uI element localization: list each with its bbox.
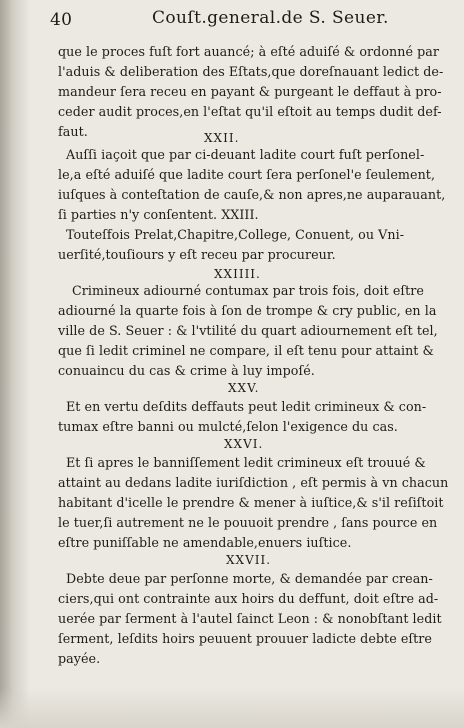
article-number: XXVII. [226, 553, 272, 567]
text-line: le tuer,ſi autrement ne le pouuoit prendre , ſans pource en [58, 515, 438, 530]
text-line: ville de S. Seuer : & l'vtilité du quart adiournement eſt tel, [58, 323, 438, 338]
text-line: attaint au dedans ladite iuriſdiction , eſt permis à vn chacun [58, 475, 449, 490]
text-line: Auſſi iaçoit que par ci-deuant ladite court fuſt perſonel- [66, 147, 425, 162]
text-line: tumax eſtre banni ou mulcté,ſelon l'exigence du cas. [58, 419, 398, 434]
text-line: ſerment, leſdits hoirs peuuent prouuer ladicte debte eſtre [58, 631, 432, 646]
text-line: adiourné la quarte fois à ſon de trompe & cry public, en la [58, 303, 437, 318]
text-line: payée. [58, 651, 101, 666]
text-line: Et en vertu deſdits deffauts peut ledit crimineux & con- [66, 399, 427, 414]
text-line: ciers,qui ont contrainte aux hoirs du deffunt, doit eſtre ad- [58, 591, 439, 606]
text-line: Et ſi apres le banniſſement ledit crimineux eſt trouué & [66, 455, 426, 470]
text-line: que ſi ledit criminel ne compare, il eſt tenu pour attaint & [58, 343, 434, 358]
text-line: le,a eſté aduiſé que ladite court ſera perſonel'e ſeulement, [58, 167, 436, 182]
page-number: 40 [50, 10, 73, 30]
text-line: mandeur ſera receu en payant & purgeant le deffaut à pro- [58, 84, 442, 99]
running-title: Couſt.general.de S. Seuer. [152, 8, 389, 28]
text-line: Debte deue par perſonne morte, & demandée par crean- [66, 571, 433, 586]
text-line: que le proces fuſt fort auancé; à eſté aduiſé & ordonné par [58, 44, 440, 59]
text-line: iuſques à conteſtation de cauſe,& non apres,ne auparauant, [58, 187, 446, 202]
text-line: uerſité,touſiours y eſt receu par procureur. [58, 247, 336, 262]
text-line: Touteſfois Prelat,Chapitre,College, Conuent, ou Vni- [66, 227, 405, 242]
text-line: l'aduis & deliberation des Eſtats,que doreſnauant ledict de- [58, 64, 444, 79]
text-line: conuaincu du cas & crime à luy impoſé. [58, 363, 315, 378]
text-line: habitant d'icelle le prendre & mener à iuſtice,& s'il reſiſtoit [58, 495, 444, 510]
text-line: eſtre puniſſable ne amendable,enuers iuſtice. [58, 535, 352, 550]
article-number: XXIIII. [214, 267, 261, 281]
text-line: uerée par ſerment à l'autel ſainct Leon : & nonobſtant ledit [58, 611, 442, 626]
article-number: XXII. [204, 131, 240, 145]
text-line: Crimineux adiourné contumax par trois fois, doit eſtre [72, 283, 424, 298]
article-number: XXV. [228, 381, 260, 395]
article-number: XXVI. [224, 437, 264, 451]
text-line: ſi parties n'y conſentent. XXIII. [58, 207, 259, 222]
text-line: faut. [58, 124, 88, 139]
text-line: ceder audit proces,en l'eſtat qu'il eſtoit au temps dudit def- [58, 104, 442, 119]
